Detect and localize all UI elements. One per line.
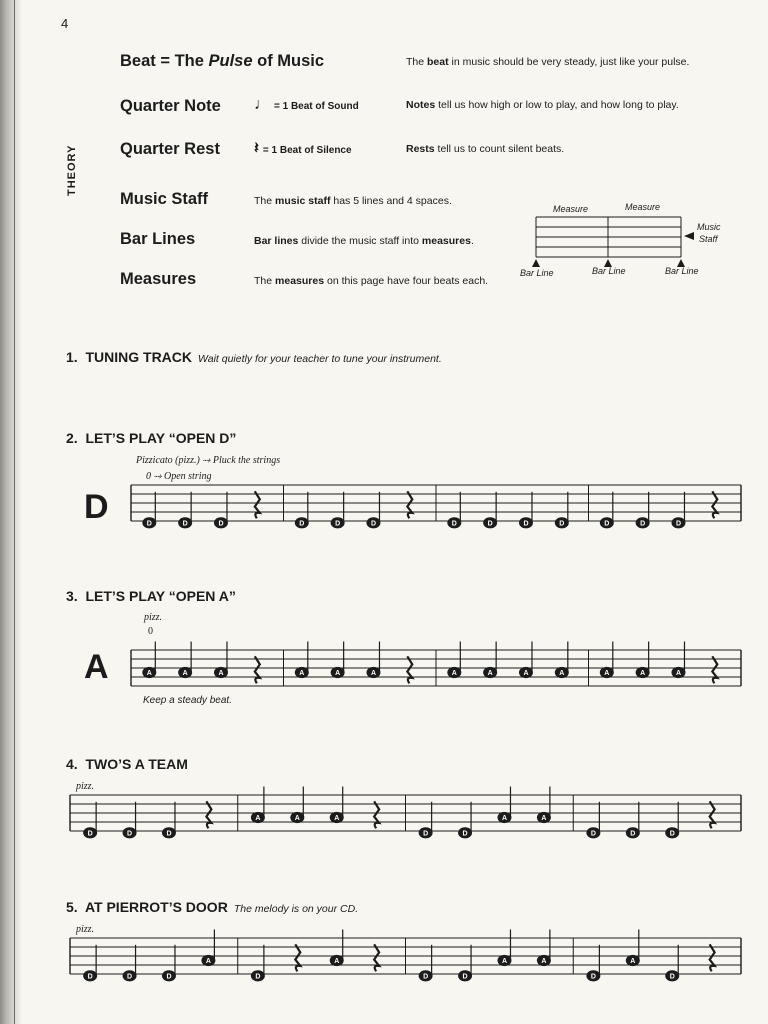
note-name-label: D <box>604 520 610 528</box>
note-name-label: D <box>335 520 341 528</box>
note-name-label: D <box>182 520 188 528</box>
note-name-label: D <box>630 830 636 838</box>
note-name-label: A <box>630 958 636 966</box>
exercise-2-pizz-note: Pizzicato (pizz.) ⤑ Pluck the strings <box>136 455 281 466</box>
note-name-label: D <box>487 520 493 528</box>
exercise-3-big-letter: A <box>84 648 109 686</box>
note-name-label: A <box>675 670 682 678</box>
note-name-label: D <box>166 973 172 981</box>
note-name-label: D <box>559 520 565 528</box>
exercise-1-title: 1. TUNING TRACK Wait quietly for your teacher to tune your instrument. <box>66 349 442 365</box>
note-name-label: D <box>462 830 468 838</box>
note-name-label: D <box>423 973 429 981</box>
note-name-label: A <box>541 815 547 823</box>
note-name-label: D <box>462 973 468 981</box>
note-name-label: D <box>640 520 646 528</box>
quarter-rest-icon: 𝄽 <box>254 140 259 157</box>
note-name-label: D <box>218 520 224 528</box>
term-quarter-note: Quarter Note <box>120 97 221 115</box>
diagram-bar-line-label-1: Bar Line <box>520 268 554 278</box>
exercise-4-title: 4. TWO’S A TEAM <box>66 756 188 772</box>
term-beat: Beat = The Pulse of Music <box>120 52 325 70</box>
note-name-label: D <box>590 830 596 838</box>
quarter-rest-icon <box>295 944 300 971</box>
note-name-label: A <box>205 958 211 966</box>
note-name-label: D <box>451 520 457 528</box>
def-bar-lines: Bar lines divide the music staff into measures. <box>254 235 474 247</box>
def-quarter-rest: Rests tell us to count silent beats. <box>406 143 565 155</box>
note-name-label: D <box>146 520 152 528</box>
exercise-5-title: 5. AT PIERROT’S DOOR The melody is on your CD. <box>66 899 359 915</box>
note-name-label: A <box>255 815 261 823</box>
def-quarter-note: Notes tell us how high or low to play, and how long to play. <box>406 99 679 111</box>
quarter-note-value: ♩ = 1 Beat of Sound <box>254 96 359 113</box>
def-music-staff: The music staff has 5 lines and 4 spaces. <box>254 195 452 207</box>
note-name-label: D <box>255 973 261 981</box>
exercise-3-footer: Keep a steady beat. <box>143 695 232 706</box>
note-name-label: D <box>669 830 675 838</box>
note-name-label: A <box>335 670 341 678</box>
note-name-label: A <box>299 670 305 678</box>
note-name-label: A <box>370 670 377 678</box>
diagram-bar-line-label-2: Bar Line <box>592 266 626 276</box>
note-name-label: A <box>541 958 547 966</box>
exercise-5-pizz-note: pizz. <box>76 924 95 935</box>
note-name-label: A <box>501 958 508 966</box>
note-name-label: D <box>675 520 682 528</box>
note-name-label: A <box>604 670 610 678</box>
theory-side-tag: THEORY <box>66 144 78 196</box>
exercise-3-pizz-note: pizz. <box>144 612 163 623</box>
term-bar-lines: Bar Lines <box>120 230 196 248</box>
def-measures: The measures on this page have four beats each. <box>254 275 489 287</box>
note-name-label: A <box>640 670 646 678</box>
def-beat: The beat in music should be very steady, just like your pulse. <box>406 56 690 68</box>
term-measures: Measures <box>120 270 197 288</box>
note-name-label: D <box>523 520 529 528</box>
note-name-label: D <box>166 830 172 838</box>
term-quarter-rest: Quarter Rest <box>120 140 220 158</box>
note-name-label: D <box>299 520 305 528</box>
page-number: 4 <box>61 16 69 31</box>
note-name-label: D <box>590 973 596 981</box>
note-name-label: A <box>146 670 152 678</box>
exercise-4-pizz-note: pizz. <box>76 781 95 792</box>
exercise-2-big-letter: D <box>84 488 109 526</box>
note-name-label: D <box>370 520 377 528</box>
quarter-rest-icon <box>710 944 715 971</box>
note-name-label: A <box>334 958 340 966</box>
note-name-label: D <box>87 830 93 838</box>
note-name-label: D <box>87 973 93 981</box>
note-name-label: D <box>127 973 133 981</box>
note-name-label: A <box>559 670 565 678</box>
note-name-label: A <box>182 670 188 678</box>
quarter-rest-value: 𝄽 = 1 Beat of Silence <box>254 140 352 157</box>
exercise-2-title: 2. LET’S PLAY “OPEN D” <box>66 430 237 446</box>
note-name-label: D <box>423 830 429 838</box>
note-name-label: A <box>501 815 508 823</box>
exercise-3-open-note: 0 <box>148 626 153 637</box>
note-name-label: D <box>669 973 675 981</box>
note-name-label: A <box>523 670 529 678</box>
note-name-label: A <box>487 670 493 678</box>
note-name-label: A <box>451 670 457 678</box>
quarter-rest-icon <box>374 944 379 971</box>
note-name-label: A <box>218 670 224 678</box>
note-name-label: A <box>334 815 340 823</box>
term-music-staff: Music Staff <box>120 190 209 208</box>
diagram-music-staff-label-1: Music <box>697 222 721 232</box>
diagram-measure-label-1: Measure <box>553 204 589 214</box>
quarter-note-icon: ♩ <box>254 96 270 113</box>
note-name-label: D <box>127 830 133 838</box>
exercise-3-title: 3. LET’S PLAY “OPEN A” <box>66 588 236 604</box>
diagram-bar-line-label-3: Bar Line <box>665 266 699 276</box>
exercise-2-open-string-note: 0 ⤑ Open string <box>146 471 212 482</box>
diagram-measure-label-2: Measure <box>625 202 661 212</box>
diagram-music-staff-label-2: Staff <box>699 234 718 244</box>
note-name-label: A <box>294 815 300 823</box>
